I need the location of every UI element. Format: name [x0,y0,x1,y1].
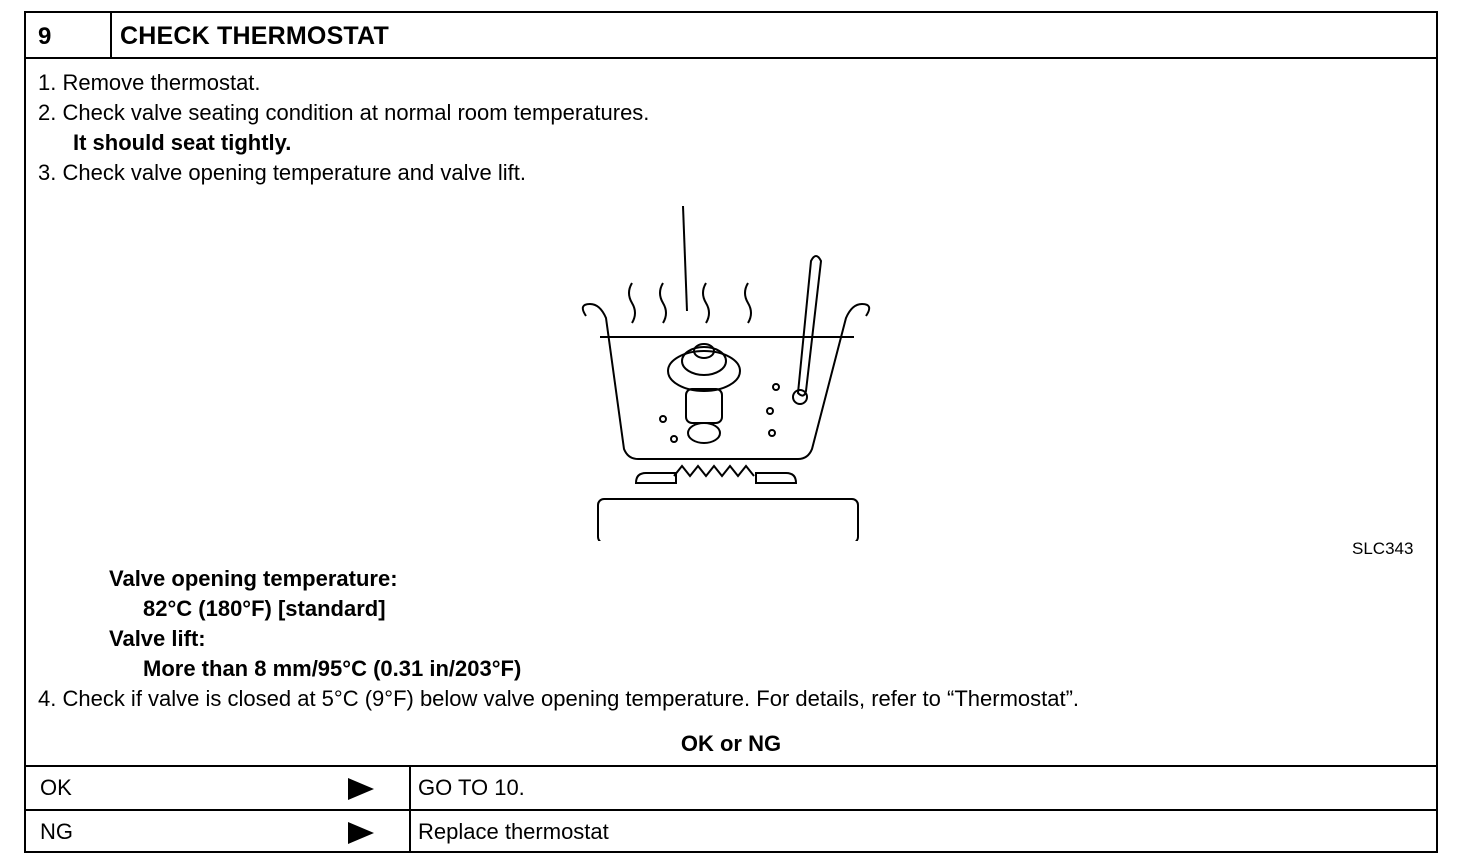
decision-row-ok [26,765,1436,809]
bubble [773,384,779,390]
step-number: 9 [38,23,52,50]
opening-temp-value: 82°C (180°F) [standard] [143,596,386,621]
decision-result: GO TO 10. [418,775,525,800]
instruction-step-3: 3. Check valve opening temperature and valve lift. [38,160,526,185]
steam-wisp [703,283,709,323]
step-title: CHECK THERMOSTAT [120,22,389,50]
step-header [26,13,1436,59]
decision-label: OK [40,775,72,800]
flame-icon [674,466,754,476]
valve-lift-label: Valve lift: [109,626,206,651]
thermostat-spring [686,389,722,423]
bubble [671,436,677,442]
suspension-string [683,206,687,311]
thermometer-bulb [793,390,807,404]
procedure-box [24,11,1438,853]
steam-wisp [629,283,635,323]
steam-wisp [745,283,751,323]
arrow-right-icon [348,822,374,844]
burner-support [636,473,676,483]
stove-base [598,499,858,541]
thermometer-icon [798,256,821,396]
bubble [769,430,775,436]
bubble [767,408,773,414]
instruction-step-1: 1. Remove thermostat. [38,70,261,95]
burner-support [756,473,796,483]
decision-row-ng [26,809,1436,853]
row-divider [409,767,411,809]
steam-wisp [660,283,666,323]
instruction-step-4: 4. Check if valve is closed at 5°C (9°F) below valve opening temperature. For details, refer to “Thermostat”. [38,686,1080,711]
seating-note: It should seat tightly. [73,130,292,155]
decision-label: NG [40,819,73,844]
valve-lift-value: More than 8 mm/95°C (0.31 in/203°F) [143,656,522,681]
instruction-step-2: 2. Check valve seating condition at normal room temperatures. [38,100,650,125]
bubble [660,416,666,422]
decision-result: Replace thermostat [418,819,609,844]
thermostat-base [688,423,720,443]
opening-temp-label: Valve opening temperature: [109,566,398,591]
decision-title: OK or NG [680,731,782,756]
row-divider [409,811,411,853]
header-divider [110,13,112,57]
arrow-right-icon [348,778,374,800]
figure-code: SLC343 [1352,539,1414,558]
water-pot [583,304,869,459]
thermostat-test-illustration [556,201,876,541]
